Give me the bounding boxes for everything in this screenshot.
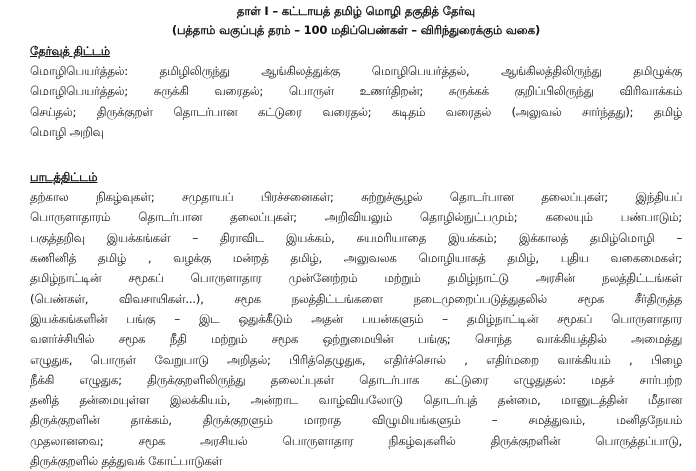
paragraph-line: மொழிபெயர்த்தல்; சுருக்கி வரைதல்; பொருள் உணர்திறன்; சுருக்கக் குறிப்பிலிருந்து விரிவாக்கம் (30, 84, 682, 99)
paragraph-line: மொழிபெயர்த்தல்: தமிழிலிருந்து ஆங்கிலத்துக்கு மொழிபெயர்த்தல், ஆங்கிலத்திலிருந்து தமிழுக்கு (30, 64, 682, 78)
paragraph-line: செய்தல்; திருக்குறள் தொடர்பான கட்டுரை வரைதல்; கடிதம் வரைதல் (அலுவல் சார்ந்தது); தமிழ் (30, 104, 682, 119)
paragraph-line: திருக்குறளில் தத்துவக் கோட்பாடுகள் (30, 454, 223, 469)
paragraph-line: மொழி அறிவு (30, 124, 104, 139)
paragraph-line: பகுத்தறிவு இயக்கங்கள் – திராவிட இயக்கம், சுயமரியாதை இயக்கம்; இக்காலத் தமிழ்மொழி – (30, 230, 682, 245)
paragraph-line: இயக்கங்களின் பங்கு – இட ஒதுக்கீடும் அதன் பயன்களும் – தமிழ்நாட்டின் சமூகப் பொருளாதார (30, 311, 682, 326)
paragraph-line: நீக்கி எழுதுக; திருக்குறளிலிருந்து தலைப்புகள் தொடர்பாக கட்டுரை எழுதுதல்: மதச் சார்பற்ற (30, 372, 682, 387)
exam-scheme-heading: தேர்வுத் திட்டம் (30, 44, 111, 58)
paragraph-line: தமிழ்நாட்டின் சமூகப் பொருளாதார முன்னேற்றம் மற்றும் தமிழ்நாட்டு அரசின் நலத்திட்டங்கள் (30, 271, 682, 286)
paragraph-line: கணினித் தமிழ் , வழக்கு மன்றத் தமிழ், அலுவலக மொழியாகத் தமிழ், புதிய வகைமைகள்; (30, 251, 682, 266)
paragraph-line: (பெண்கள், விவசாயிகள்...), சமூக நலத்திட்டங்களை நடைமுறைப்படுத்துதலில் சமூக சீர்திருத்த (30, 291, 682, 306)
paragraph-line: வளர்ச்சியில் சமூக நீதி மற்றும் சமூக ஒற்றுமையின் பங்கு; சொந்த வாக்கியத்தில் அமைத்து (30, 332, 682, 347)
document-page (30, 2, 682, 471)
paragraph-line: பொருளாதாரம் தொடர்பான தலைப்புகள்; அறிவியலும் தொழில்நுட்பமும்; கலையும் பண்பாடும்; (30, 210, 682, 225)
syllabus-heading: பாடத்திட்டம் (30, 170, 98, 185)
exam-scheme-paragraph (30, 61, 682, 142)
paragraph-line: தற்கால நிகழ்வுகள்; சமுதாயப் பிரச்சனைகள்; சுற்றுச்சூழல் தொடர்பான தலைப்புகள்; இந்தியப் (30, 190, 682, 205)
syllabus-paragraph (30, 187, 682, 471)
paragraph-line: எழுதுக, பொருள் வேறுபாடு அறிதல்; பிரித்தெழுதுக, எதிர்ச்சொல் , எதிர்மறை வாக்கியம் , பிழை (30, 352, 682, 367)
document-subtitle: (பத்தாம் வகுப்புத் தரம் – 100 மதிப்பெண்கள் – விரிந்துரைக்கும் வகை) (171, 23, 541, 37)
document-title: தாள் I – கட்டாயத் தமிழ் மொழி தகுதித் தேர்வு (236, 4, 476, 18)
paragraph-line: திருக்குறளின் தாக்கம், திருக்குறளும் மாறாத விழுமியங்களும் – சமத்துவம், மனிதநேயம் (30, 413, 682, 428)
paragraph-line: முதலானவை; சமூக அரசியல் பொருளாதார நிகழ்வுகளில் திருக்குறளின் பொருத்தப்பாடு, (30, 433, 682, 448)
paragraph-line: தனித் தன்மையுள்ள இலக்கியம், அன்றாட வாழ்வியலோடு தொடர்புத் தன்மை, மானுடத்தின் மீதான (30, 393, 682, 408)
